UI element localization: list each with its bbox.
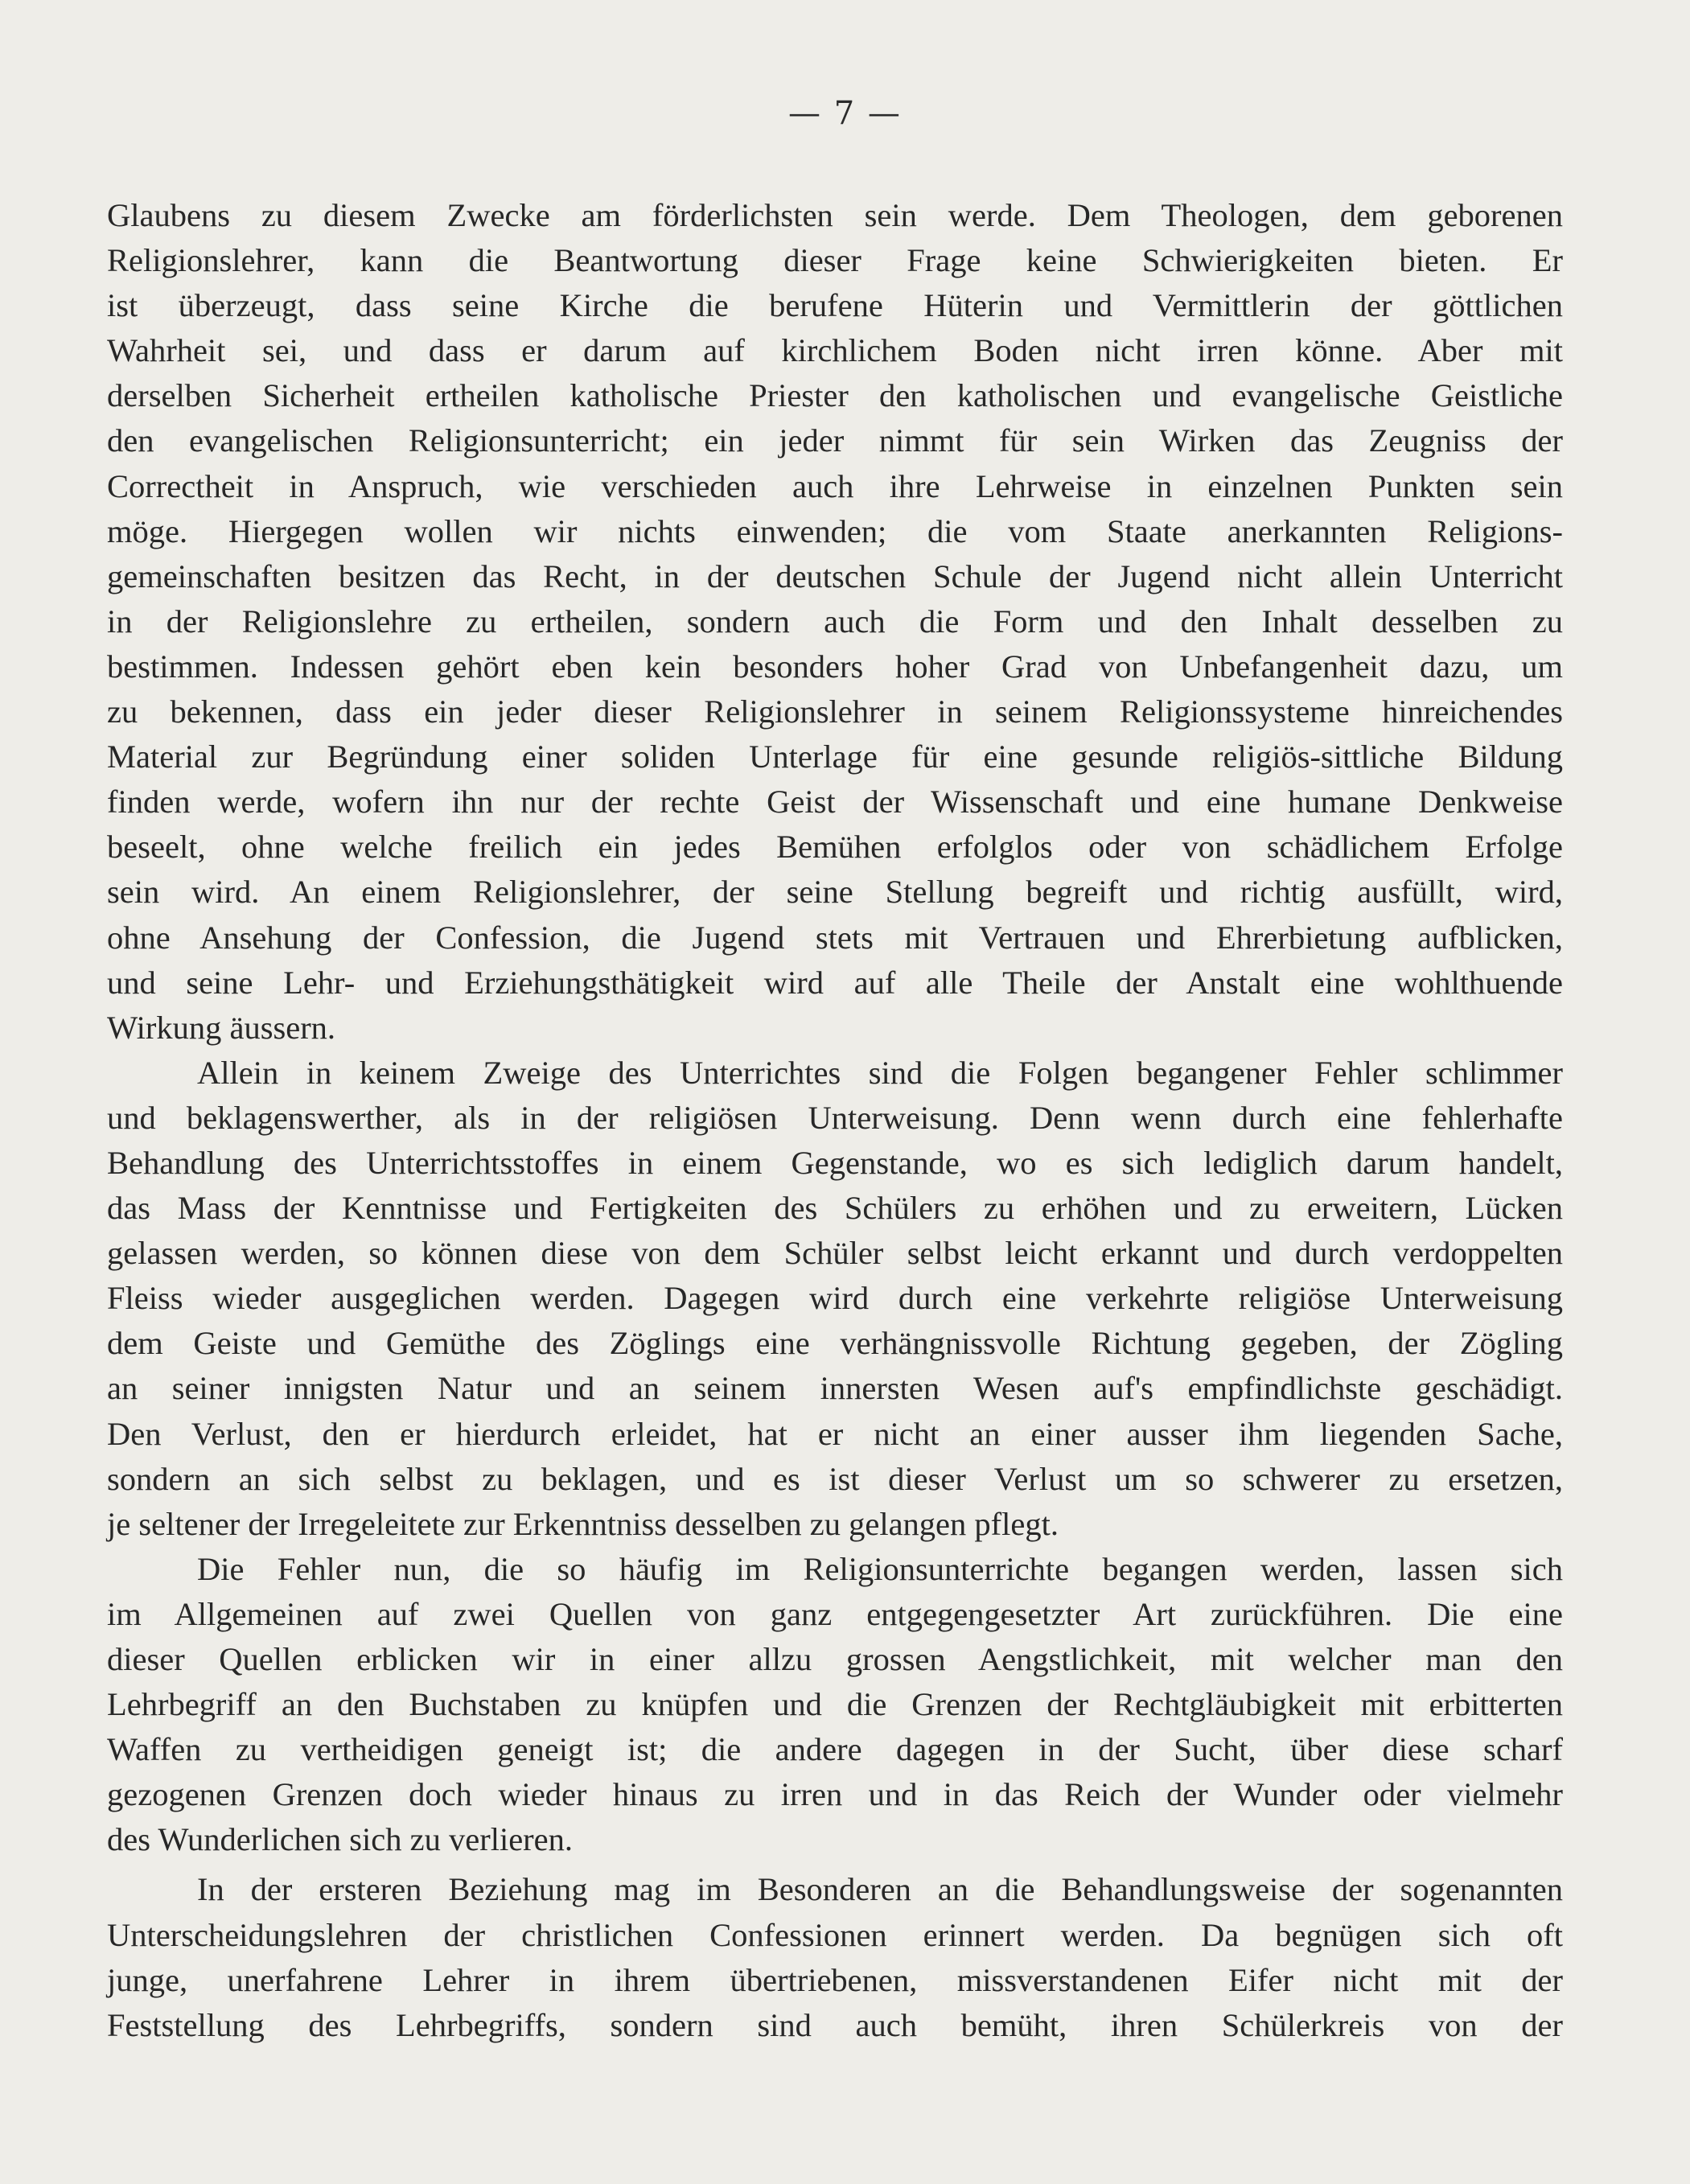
paragraph [107,1051,1563,1547]
text-line: des Wunderlichen sich zu verlieren. [107,1821,574,1858]
text-line: zu bekennen, dass ein jeder dieser Religionslehrer in seinem Religionssysteme hinreichendes [107,693,1563,730]
paragraph [107,1547,1563,1863]
text-line: Wahrheit sei, und dass er darum auf kirchlichem Boden nicht irren könne. Aber mit [107,332,1563,369]
text-line: dem Geiste und Gemüthe des Zöglings eine verhängnissvolle Richtung gegeben, der Zögling [107,1325,1563,1362]
text-line: finden werde, wofern ihn nur der rechte Geist der Wissenschaft und eine humane Denkweise [107,784,1563,821]
text-line: Correctheit in Anspruch, wie verschieden auch ihre Lehrweise in einzelnen Punkten sein [107,467,1563,504]
text-line: und seine Lehr- und Erziehungsthätigkeit wird auf alle Theile der Anstalt eine wohlthuende [107,964,1563,1001]
text-line: je seltener der Irregeleitete zur Erkenntniss desselben zu gelangen pflegt. [107,1505,1059,1542]
text-line: beseelt, ohne welche freilich ein jedes Bemühen erfolglos oder von schädlichem Erfolge [107,829,1563,866]
text-line: gelassen werden, so können diese von dem Schüler selbst leicht erkannt und durch verdoppelten [107,1235,1563,1272]
text-line: bestimmen. Indessen gehört eben kein besonders hoher Grad von Unbefangenheit dazu, um [107,648,1563,685]
text-line: an seiner innigsten Natur und an seinem innersten Wesen auf's empfindlichste geschädigt. [107,1370,1563,1407]
text-line: Fleiss wieder ausgeglichen werden. Dagegen wird durch eine verkehrte religiöse Unterweisung [107,1280,1563,1317]
paragraph [107,1867,1563,2047]
text-line: möge. Hiergegen wollen wir nichts einwenden; die vom Staate anerkannten Religions- [107,512,1563,549]
text-line: Die Fehler nun, die so häufig im Religionsunterrichte begangen werden, lassen sich [197,1550,1563,1587]
paragraph [107,193,1563,1051]
body-text [107,193,1563,2048]
text-line: gezogenen Grenzen doch wieder hinaus zu irren und in das Reich der Wunder oder vielmehr [107,1776,1563,1813]
text-line: Glaubens zu diesem Zwecke am förderlichsten sein werde. Dem Theologen, dem geborenen [107,197,1563,233]
text-line: Religionslehrer, kann die Beantwortung dieser Frage keine Schwierigkeiten bieten. Er [107,242,1563,279]
text-line: Material zur Begründung einer soliden Unterlage für eine gesunde religiös-sittliche Bildung [107,738,1563,775]
text-line: gemeinschaften besitzen das Recht, in der deutschen Schule der Jugend nicht allein Unterricht [107,557,1563,594]
text-line: Den Verlust, den er hierdurch erleidet, hat er nicht an einer ausser ihm liegenden Sache, [107,1415,1563,1452]
text-line: In der ersteren Beziehung mag im Besonderen an die Behandlungsweise der sogenannten [197,1871,1563,1908]
text-line: ist überzeugt, dass seine Kirche die berufene Hüterin und Vermittlerin der göttlichen [107,287,1563,324]
text-line: Behandlung des Unterrichtsstoffes in einem Gegenstande, wo es sich lediglich darum handelt, [107,1144,1563,1181]
text-line: im Allgemeinen auf zwei Quellen von ganz entgegengesetzter Art zurückführen. Die eine [107,1595,1563,1632]
text-line: Feststellung des Lehrbegriffs, sondern sind auch bemüht, ihren Schülerkreis von der [107,2006,1563,2043]
text-line: ohne Ansehung der Confession, die Jugend stets mit Vertrauen und Ehrerbietung aufblicken, [107,919,1563,956]
text-line: sondern an sich selbst zu beklagen, und es ist dieser Verlust um so schwerer zu ersetzen, [107,1460,1563,1497]
text-line: in der Religionslehre zu ertheilen, sondern auch die Form und den Inhalt desselben zu [107,603,1563,640]
text-line: das Mass der Kenntnisse und Fertigkeiten des Schülers zu erhöhen und zu erweitern, Lücken [107,1190,1563,1227]
text-line: Lehrbegriff an den Buchstaben zu knüpfen und die Grenzen der Rechtgläubigkeit mit erbitterten [107,1686,1563,1723]
text-line: Waffen zu vertheidigen geneigt ist; die andere dagegen in der Sucht, über diese scharf [107,1731,1563,1768]
text-line: und beklagenswerther, als in der religiösen Unterweisung. Denn wenn durch eine fehlerhafte [107,1099,1563,1136]
text-line: Unterscheidungslehren der christlichen Confessionen erinnert werden. Da begnügen sich oft [107,1916,1563,1953]
text-line: sein wird. An einem Religionslehrer, der seine Stellung begreift und richtig ausfüllt, wird, [107,874,1563,911]
text-line: junge, unerfahrene Lehrer in ihrem übertriebenen, missverstandenen Eifer nicht mit der [107,1961,1563,1998]
text-line: dieser Quellen erblicken wir in einer allzu grossen Aengstlichkeit, mit welcher man den [107,1641,1563,1677]
text-line: derselben Sicherheit ertheilen katholische Priester den katholischen und evangelische Geistliche [107,377,1563,414]
text-line: den evangelischen Religionsunterricht; ein jeder nimmt für sein Wirken das Zeugniss der [107,422,1563,459]
text-line: Wirkung äussern. [107,1009,336,1046]
page-number: — 7 — [788,95,902,132]
text-line: Allein in keinem Zweige des Unterrichtes sind die Folgen begangener Fehler schlimmer [197,1054,1563,1091]
